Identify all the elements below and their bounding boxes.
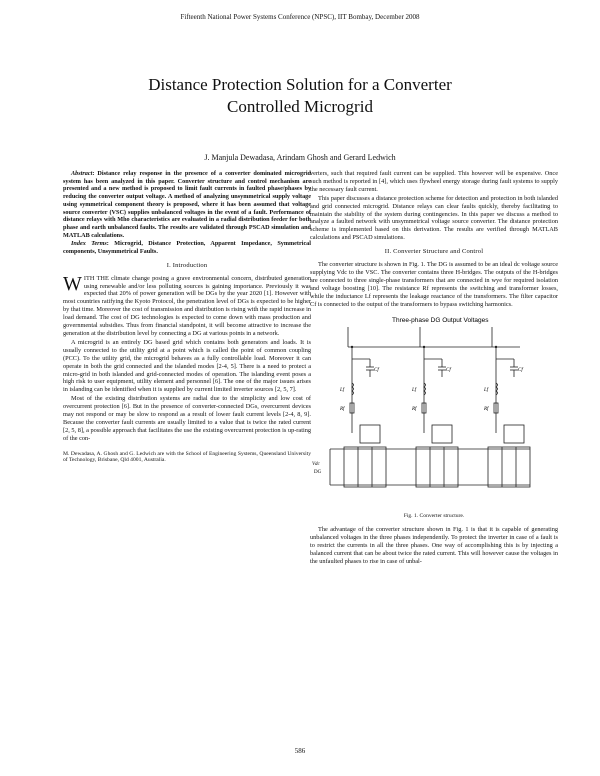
rf-label-c: Rf <box>484 406 489 412</box>
page-number: 586 <box>294 747 306 755</box>
cf-label-a: Cf <box>374 367 379 373</box>
right-paragraph-3: The converter structure is shown in Fig. 1. The DG is assumed to be an ideal dc voltage source supplying Vdc to the VSC. The converter contains three H-bridges. The outputs of the H-bridges are connected to three single-phase transformers that are connected in wye for required isolation and voltage boosting [10]. The resistance Rf represents the switching and transformer losses, while the inductance Lf represents the leakage reactance of the transformers. The filter capacitor Cf is connected to the output of the transformers to bypass switching harmonics. <box>310 261 558 308</box>
drop-cap: W <box>63 272 82 295</box>
dg-label: DG <box>314 469 322 475</box>
paper-title <box>0 74 600 118</box>
lf-label-c: Lf <box>484 387 489 393</box>
intro-paragraph-1-text: ITH THE climate change posing a grave environmental concern, distributed generation using renewable and/or less polluting sources is gaining importance. Previously it was expected that 20% of power generation will be DGs by the year 2020 [1]. However with most countries ratifying the Kyoto Protocol, the penetration level of DGs is expected to be higher by that time. Moreover the cost of transmission and distribution is rising with the rapid increase in load demand. The cost of DG technologies is expected to come down with mass production and governmental subsidies. Thus from financial standpoint, it will become attractive to increase the generation at the distribution level by connecting a DG at various points in a network. <box>63 274 311 337</box>
conference-header: Fifteenth National Power Systems Conference (NPSC), IIT Bombay, December 2008 <box>180 13 420 21</box>
right-paragraph-1: verters, such that required fault current can be supplied. This however will be expensive. Once such method is reported in [4], which uses flywheel energy storage during fault systems to supply the necessary fault current. <box>310 170 558 193</box>
lf-label-b: Lf <box>412 387 417 393</box>
title-line-2: Controlled Microgrid <box>227 97 373 116</box>
intro-paragraph-1 <box>63 272 311 338</box>
rf-label-b: Rf <box>412 406 417 412</box>
right-paragraph-4: The advantage of the converter structure shown in Fig. 1 is that it is capable of generating unbalanced voltages in the three phases independently. To protect the inverter in case of a fault is to restrict the currents in all the three phases. One way of accomplishing this is by injecting a balanced current that can be about twice the rated current. This will however cause the voltages in the unfaulted phases to rise in case of unbal- <box>310 526 558 566</box>
intro-paragraph-2: A microgrid is an entirely DG based grid which contains both generators and loads. It is usually connected to the utility grid at a point which is called the point of common coupling (PCC). To the utility grid, the microgrid behaves as a fully controllable load. Moreover it can operate in both the grid connected and the islanded modes [2-4, 5]. There is a need to protect a micro-grid in both islanded and grid-connected modes of operation. The islanding event poses a high risk to user equipment, utility element and personnel [6]. The one of the major issues arises in islanding can be identified when it is supplied by current limited inverter sources [2, 5, 7]. <box>63 338 311 394</box>
rf-label-a: Rf <box>340 406 345 412</box>
converter-circuit-diagram <box>312 313 540 509</box>
section-heading-converter: II. Converter Structure and Control <box>384 248 484 256</box>
abstract-lead: Abstract <box>71 170 93 177</box>
intro-paragraph-3: Most of the existing distribution systems are radial due to the simplicity and low cost of overcurrent protection [6]. But in the presence of converter-connected DGs, overcurrent devices may not respond or may be slow to respond as a result of lower fault current levels [2-4, 8, 9]. Because the converter fault currents are usually limited to a value that is twice the rated current [2, 5, 8], a possible approach that facilitates the use the existing overcurrent protection is up-rating of the con- <box>63 395 311 442</box>
right-paragraph-2: This paper discusses a distance protection scheme for detection and protection in both islanded and grid connected microgrid. Distance relays can clear faults quickly, thereby facilitating to maintain the stability of the system during contingencies. In this paper we discuss a method to analyze a faulted network with unsymmetrical voltage source converter. The distance protection scheme is implemented based on this derivation. The results are verified through MATLAB calculations and PSCAD simulations. <box>310 194 558 242</box>
vdc-label: Vdc <box>312 461 320 467</box>
figure-label: Three-phase DG Output Voltages <box>392 316 489 324</box>
author-footnote: M. Dewadasa, A. Ghosh and G. Ledwich are with the School of Engineering Systems, Queensland University of Technology, Brisbane, Qld 4001, Australia. <box>63 450 311 464</box>
cf-label-c: Cf <box>518 367 523 373</box>
section-heading-introduction: I. Introduction <box>166 261 208 269</box>
abstract <box>63 170 311 239</box>
index-terms-text: : Microgrid, Distance Protection, Apparent Impedance, Symmetrical components, Unsymmetrical Faults. <box>63 240 311 256</box>
index-terms <box>63 240 311 255</box>
figure-caption: Fig. 1. Converter structure. <box>403 512 465 519</box>
author-list: J. Manjula Dewadasa, Arindam Ghosh and Gerard Ledwich <box>204 153 396 162</box>
figure-converter-structure <box>310 313 558 511</box>
right-column <box>310 170 558 567</box>
index-terms-lead: Index Terms <box>71 240 107 248</box>
left-column <box>63 170 311 464</box>
abstract-text: : Distance relay response in the presence of a converter dominated microgrid system has been analyzed in this paper. Converter structure and control mechanism are presented and a new method is proposed to limit fault currents in faulted phase/phases by reducing the converter output voltage. A method of analyzing unsymmetrical supply voltage using symmetrical component theory is proposed, where it has been assumed that voltage source converter (VSC) supplies unbalanced voltages in the event of a fault. Performance of distance relays with Mho characteristics are evaluated in a radial distribution feeder for both phase and earth unbalanced faults. The results are validated through PSCAD simulation and MATLAB calculations. <box>63 170 311 239</box>
title-line-1: Distance Protection Solution for a Converter <box>148 75 452 94</box>
lf-label-a: Lf <box>340 387 345 393</box>
cf-label-b: Cf <box>446 367 451 373</box>
